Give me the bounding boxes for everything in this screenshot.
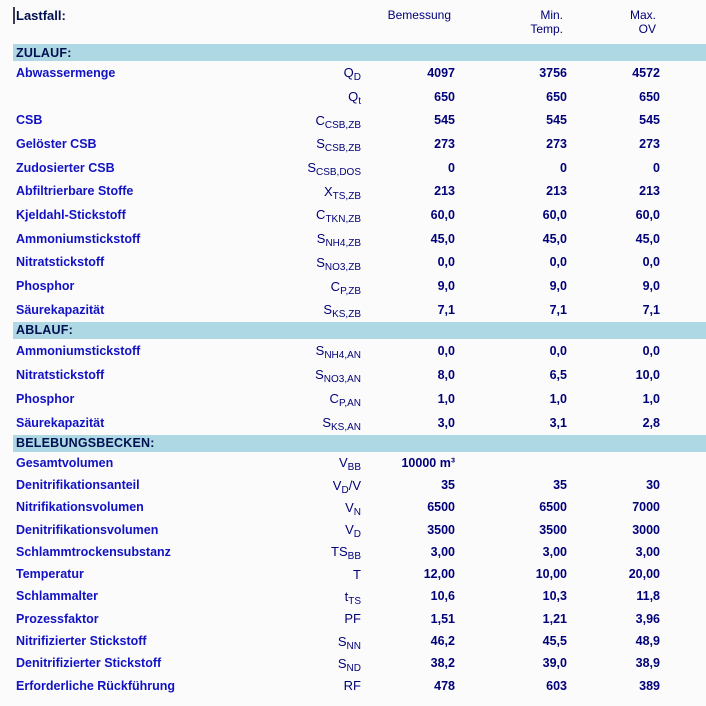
row-symbol bbox=[299, 655, 361, 674]
symbol-subscript: TS bbox=[348, 595, 361, 607]
section-title: BELEBUNGSBECKEN: bbox=[16, 436, 155, 451]
section-header-band bbox=[13, 44, 706, 61]
row-label: Säurekapazität bbox=[16, 302, 105, 317]
value-min-temp: 60,0 bbox=[542, 207, 567, 222]
value-bemessung: 7,1 bbox=[437, 302, 455, 317]
symbol-subscript: NO3,AN bbox=[323, 374, 361, 386]
value-bemessung: 10000 m³ bbox=[401, 455, 455, 470]
text-cursor bbox=[13, 7, 15, 24]
symbol-base: RF bbox=[343, 678, 361, 694]
value-min-temp: 3,00 bbox=[542, 544, 567, 559]
value-max-ov: 273 bbox=[639, 136, 660, 151]
value-max-ov: 3,96 bbox=[635, 611, 660, 626]
symbol-subscript: t bbox=[358, 96, 361, 108]
table-row bbox=[0, 251, 706, 275]
row-label: Zudosierter CSB bbox=[16, 160, 115, 175]
row-label: Schlammtrockensubstanz bbox=[16, 544, 171, 559]
value-bemessung: 0,0 bbox=[437, 343, 455, 358]
value-bemessung: 46,2 bbox=[430, 634, 455, 649]
table-row bbox=[0, 339, 706, 363]
table-row bbox=[0, 85, 706, 109]
table-row bbox=[0, 541, 706, 563]
value-bemessung: 4097 bbox=[427, 65, 455, 80]
value-max-ov: 545 bbox=[639, 113, 660, 128]
symbol-base: S bbox=[337, 633, 347, 649]
row-symbol bbox=[299, 477, 361, 496]
value-min-temp: 7,1 bbox=[549, 302, 567, 317]
row-label: Abfiltrierbare Stoffe bbox=[16, 184, 134, 199]
column-header-max-ov bbox=[567, 8, 660, 36]
value-bemessung: 273 bbox=[434, 136, 455, 151]
table-row bbox=[0, 518, 706, 540]
value-max-ov: 48,9 bbox=[635, 634, 660, 649]
value-max-ov: 4572 bbox=[632, 65, 660, 80]
row-label: CSB bbox=[16, 113, 43, 128]
symbol-subscript: TS,ZB bbox=[332, 190, 361, 202]
value-max-ov: 3,00 bbox=[635, 544, 660, 559]
symbol-base: Q bbox=[343, 65, 354, 81]
row-symbol bbox=[299, 678, 361, 693]
table-row bbox=[0, 156, 706, 180]
row-symbol bbox=[299, 499, 361, 518]
symbol-base: C bbox=[316, 207, 326, 223]
symbol-base: S bbox=[315, 367, 324, 383]
row-label: Denitrifizierter Stickstoff bbox=[16, 656, 162, 671]
value-bemessung: 1,51 bbox=[430, 611, 455, 626]
value-min-temp: 10,3 bbox=[542, 589, 567, 604]
symbol-base: V bbox=[338, 455, 348, 471]
symbol-base: V bbox=[332, 477, 342, 493]
symbol-subscript: D bbox=[353, 529, 361, 541]
row-symbol bbox=[299, 207, 361, 226]
section-rows bbox=[0, 339, 706, 435]
row-label: Erforderliche Rückführung bbox=[16, 678, 176, 693]
value-bemessung: 1,0 bbox=[437, 391, 455, 406]
symbol-base: S bbox=[315, 343, 325, 359]
table-row bbox=[0, 274, 706, 298]
table-row bbox=[0, 387, 706, 411]
value-bemessung: 545 bbox=[434, 113, 455, 128]
value-min-temp: 545 bbox=[546, 113, 567, 128]
value-min-temp: 1,0 bbox=[549, 391, 567, 406]
value-bemessung: 213 bbox=[434, 184, 455, 199]
symbol-base: S bbox=[316, 136, 325, 152]
symbol-base: S bbox=[316, 254, 325, 270]
value-bemessung: 8,0 bbox=[437, 367, 455, 382]
row-label: Ammoniumstickstoff bbox=[16, 231, 141, 246]
row-symbol bbox=[299, 544, 361, 563]
symbol-base: S bbox=[337, 655, 347, 671]
value-min-temp: 45,5 bbox=[542, 634, 567, 649]
value-max-ov: 60,0 bbox=[635, 207, 660, 222]
value-max-ov: 45,0 bbox=[635, 231, 660, 246]
section-header-band bbox=[13, 435, 706, 452]
table-row bbox=[0, 630, 706, 652]
section-title: ABLAUF: bbox=[16, 323, 73, 338]
value-min-temp: 603 bbox=[546, 678, 567, 693]
value-bemessung: 478 bbox=[434, 678, 455, 693]
symbol-base: T bbox=[353, 566, 361, 582]
section-title: ZULAUF: bbox=[16, 45, 72, 60]
row-symbol bbox=[299, 588, 361, 607]
section-header-band bbox=[13, 322, 706, 339]
row-label: Ammoniumstickstoff bbox=[16, 343, 141, 358]
value-bemessung: 3,0 bbox=[437, 415, 455, 430]
value-bemessung: 0,0 bbox=[437, 255, 455, 270]
value-bemessung: 12,00 bbox=[423, 567, 455, 582]
symbol-subscript: TKN,ZB bbox=[325, 214, 361, 226]
value-bemessung: 650 bbox=[434, 89, 455, 104]
row-symbol bbox=[299, 611, 361, 626]
table-row bbox=[0, 363, 706, 387]
value-max-ov: 0,0 bbox=[642, 255, 660, 270]
value-min-temp: 0,0 bbox=[549, 343, 567, 358]
row-label: Gelöster CSB bbox=[16, 136, 97, 151]
symbol-subscript: N bbox=[353, 506, 361, 518]
value-min-temp: 1,21 bbox=[542, 611, 567, 626]
value-min-temp: 650 bbox=[546, 89, 567, 104]
row-symbol bbox=[299, 278, 361, 297]
symbol-subscript: D bbox=[353, 72, 361, 84]
symbol-base: S bbox=[307, 160, 316, 176]
value-max-ov: 7,1 bbox=[642, 302, 660, 317]
symbol-subscript: BB bbox=[347, 551, 361, 563]
row-label: Säurekapazität bbox=[16, 415, 105, 430]
value-max-ov: 7000 bbox=[632, 500, 660, 515]
symbol-base: S bbox=[316, 231, 326, 247]
value-min-temp: 0,0 bbox=[549, 255, 567, 270]
symbol-base: Q bbox=[348, 89, 359, 105]
symbol-subscript: CSB,ZB bbox=[324, 119, 361, 131]
value-min-temp: 213 bbox=[546, 184, 567, 199]
value-max-ov: 0 bbox=[653, 160, 660, 175]
symbol-subscript: KS,AN bbox=[330, 422, 361, 434]
row-symbol bbox=[299, 89, 361, 108]
value-max-ov: 20,00 bbox=[628, 567, 660, 582]
row-symbol bbox=[299, 522, 361, 541]
value-bemessung: 60,0 bbox=[430, 207, 455, 222]
symbol-suffix: /V bbox=[348, 477, 361, 493]
symbol-subscript: ND bbox=[346, 662, 361, 674]
row-label: Gesamtvolumen bbox=[16, 455, 114, 470]
value-min-temp: 3,1 bbox=[549, 415, 567, 430]
row-symbol bbox=[299, 254, 361, 273]
row-symbol bbox=[299, 231, 361, 250]
symbol-subscript: NH4,ZB bbox=[325, 238, 361, 250]
symbol-base: S bbox=[323, 302, 333, 318]
row-symbol bbox=[299, 367, 361, 386]
table-row bbox=[0, 108, 706, 132]
row-symbol bbox=[299, 183, 361, 202]
table-row bbox=[0, 411, 706, 435]
value-min-temp: 273 bbox=[546, 136, 567, 151]
section-rows bbox=[0, 61, 706, 322]
value-bemessung: 9,0 bbox=[437, 279, 455, 294]
value-max-ov: 30 bbox=[646, 478, 660, 492]
value-min-temp: 39,0 bbox=[542, 656, 567, 671]
table-row bbox=[0, 652, 706, 674]
value-max-ov: 389 bbox=[639, 678, 660, 693]
row-symbol bbox=[299, 567, 361, 582]
symbol-base: C bbox=[315, 112, 325, 128]
value-bemessung: 35 bbox=[441, 478, 455, 492]
value-bemessung: 3,00 bbox=[430, 544, 455, 559]
value-min-temp: 9,0 bbox=[549, 279, 567, 294]
symbol-base: V bbox=[345, 522, 354, 538]
symbol-subscript: KS,ZB bbox=[332, 309, 361, 321]
symbol-base: TS bbox=[331, 544, 348, 560]
row-label: Phosphor bbox=[16, 279, 75, 294]
value-max-ov: 10,0 bbox=[635, 367, 660, 382]
value-max-ov: 213 bbox=[639, 184, 660, 199]
table-row bbox=[0, 474, 706, 496]
table-row bbox=[0, 675, 706, 697]
value-bemessung: 38,2 bbox=[430, 656, 455, 671]
value-min-temp: 3756 bbox=[539, 65, 567, 80]
row-symbol bbox=[299, 136, 361, 155]
symbol-base: t bbox=[344, 588, 349, 604]
row-symbol bbox=[299, 343, 361, 362]
value-bemessung: 0 bbox=[448, 160, 455, 175]
table-row bbox=[0, 179, 706, 203]
symbol-base: C bbox=[330, 278, 341, 294]
row-label: Phosphor bbox=[16, 391, 75, 406]
value-min-temp: 45,0 bbox=[542, 231, 567, 246]
page-title: Lastfall: bbox=[16, 8, 66, 23]
table-header bbox=[0, 0, 706, 44]
row-symbol bbox=[299, 633, 361, 652]
table-body bbox=[0, 44, 706, 697]
row-symbol bbox=[299, 112, 361, 131]
table-section bbox=[0, 44, 706, 322]
column-header-line: Max. bbox=[629, 8, 656, 22]
symbol-subscript: NH4,AN bbox=[324, 350, 361, 362]
row-label: Nitratstickstoff bbox=[16, 255, 105, 270]
table-row bbox=[0, 298, 706, 322]
table-row bbox=[0, 203, 706, 227]
column-header-min-temp bbox=[455, 8, 567, 36]
row-label: Nitrifikationsvolumen bbox=[16, 500, 144, 515]
table-row bbox=[0, 563, 706, 585]
table-section bbox=[0, 322, 706, 435]
value-max-ov: 11,8 bbox=[636, 589, 660, 604]
value-min-temp: 0 bbox=[560, 160, 567, 175]
value-bemessung: 10,6 bbox=[430, 589, 455, 604]
row-symbol bbox=[299, 302, 361, 321]
row-label: Temperatur bbox=[16, 567, 84, 582]
symbol-base: C bbox=[329, 391, 339, 407]
row-label: Schlammalter bbox=[16, 589, 98, 604]
value-bemessung: 45,0 bbox=[430, 231, 455, 246]
row-symbol bbox=[299, 391, 361, 410]
column-header-line: OV bbox=[638, 22, 656, 36]
value-max-ov: 3000 bbox=[632, 522, 660, 537]
value-min-temp: 6500 bbox=[539, 500, 567, 515]
table-row bbox=[0, 452, 706, 474]
value-bemessung: 3500 bbox=[427, 522, 455, 537]
row-label: Nitratstickstoff bbox=[16, 367, 105, 382]
value-max-ov: 650 bbox=[639, 89, 660, 104]
row-label: Denitrifikationsvolumen bbox=[16, 522, 159, 537]
symbol-subscript: D bbox=[341, 484, 349, 496]
table-row bbox=[0, 585, 706, 607]
table-row bbox=[0, 496, 706, 518]
column-header-bemessung bbox=[361, 8, 455, 22]
row-label: Prozessfaktor bbox=[16, 611, 99, 626]
value-min-temp: 3500 bbox=[539, 522, 567, 537]
table-row bbox=[0, 61, 706, 85]
column-header-line: Min. bbox=[540, 8, 563, 22]
row-symbol bbox=[299, 455, 361, 474]
symbol-subscript: CSB,ZB bbox=[324, 143, 361, 155]
value-min-temp: 10,00 bbox=[535, 567, 567, 582]
table-section bbox=[0, 435, 706, 697]
row-label: Nitrifizierter Stickstoff bbox=[16, 634, 147, 649]
row-symbol bbox=[299, 65, 361, 84]
row-label: Denitrifikationsanteil bbox=[16, 478, 140, 492]
symbol-base: V bbox=[345, 499, 354, 515]
table-row bbox=[0, 227, 706, 251]
value-max-ov: 9,0 bbox=[642, 279, 660, 294]
table-row bbox=[0, 132, 706, 156]
symbol-subscript: BB bbox=[347, 462, 361, 474]
symbol-subscript: P,AN bbox=[338, 398, 361, 410]
value-min-temp: 6,5 bbox=[549, 367, 567, 382]
symbol-subscript: NO3,ZB bbox=[324, 261, 361, 273]
column-header-line: Bemessung bbox=[387, 8, 451, 22]
symbol-base: X bbox=[323, 183, 333, 199]
row-label: Kjeldahl-Stickstoff bbox=[16, 207, 126, 222]
value-min-temp: 35 bbox=[553, 478, 567, 492]
symbol-base: S bbox=[322, 415, 331, 431]
row-label: Abwassermenge bbox=[16, 65, 116, 80]
table-row bbox=[0, 608, 706, 630]
column-header-line: Temp. bbox=[530, 22, 563, 36]
symbol-subscript: NN bbox=[346, 640, 361, 652]
value-max-ov: 38,9 bbox=[635, 656, 660, 671]
value-max-ov: 2,8 bbox=[642, 415, 660, 430]
value-bemessung: 6500 bbox=[427, 500, 455, 515]
section-rows bbox=[0, 452, 706, 697]
row-symbol bbox=[299, 415, 361, 434]
value-max-ov: 1,0 bbox=[642, 391, 660, 406]
symbol-subscript: P,ZB bbox=[340, 285, 361, 297]
symbol-base: PF bbox=[344, 611, 361, 627]
row-symbol bbox=[299, 160, 361, 179]
symbol-subscript: CSB,DOS bbox=[315, 167, 361, 179]
value-max-ov: 0,0 bbox=[642, 343, 660, 358]
